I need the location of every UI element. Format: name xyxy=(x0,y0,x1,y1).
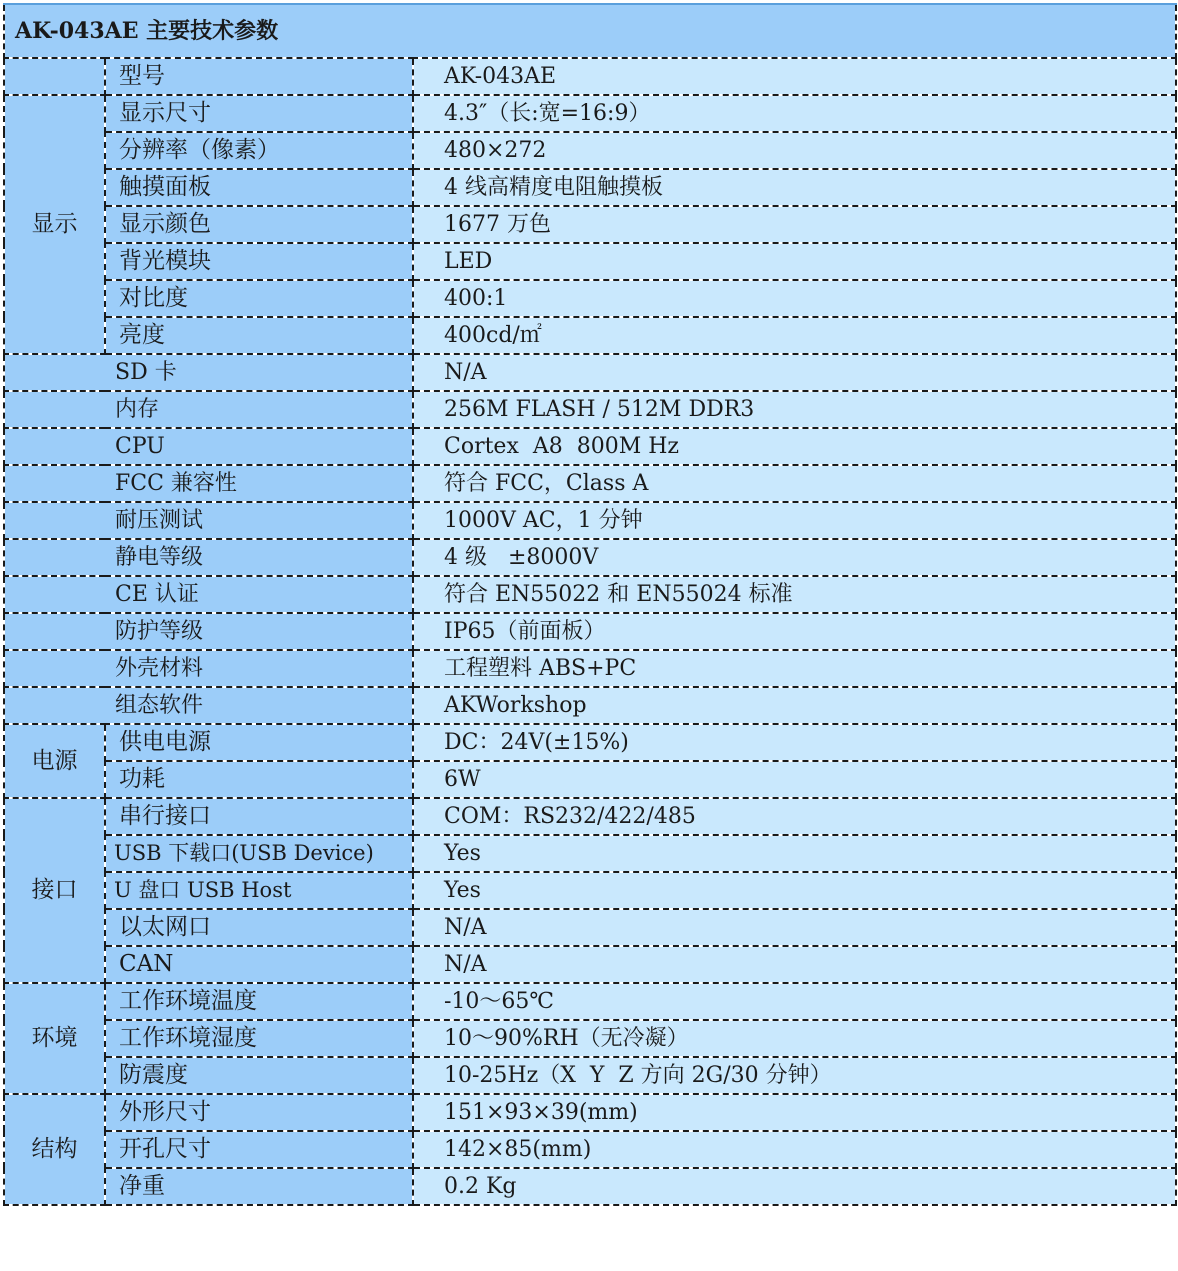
param-value: 符合 FCC，Class A xyxy=(413,465,1176,502)
param-value: N/A xyxy=(413,909,1176,946)
param-value: COM：RS232/422/485 xyxy=(413,798,1176,835)
param-name: 耐压测试 xyxy=(4,502,413,539)
param-name: 型号 xyxy=(105,58,413,95)
param-name: FCC 兼容性 xyxy=(4,465,413,502)
param-name: 背光模块 xyxy=(105,243,413,280)
table-row xyxy=(4,983,1176,1020)
table-row xyxy=(4,243,1176,280)
table-title: AK-043AE 主要技术参数 xyxy=(4,4,1176,58)
table-row xyxy=(4,1057,1176,1094)
table-row xyxy=(4,58,1176,95)
table-row xyxy=(4,95,1176,132)
table-row xyxy=(4,1094,1176,1131)
param-name: 显示颜色 xyxy=(105,206,413,243)
table-row xyxy=(4,909,1176,946)
param-value: 1000V AC，1 分钟 xyxy=(413,502,1176,539)
category-cell xyxy=(4,58,105,95)
table-row xyxy=(4,613,1176,650)
table-row xyxy=(4,465,1176,502)
table-row xyxy=(4,946,1176,983)
param-value: 151×93×39(mm) xyxy=(413,1094,1176,1131)
spec-sheet xyxy=(3,3,1175,1206)
param-value: 4.3″（长:宽=16:9） xyxy=(413,95,1176,132)
table-row xyxy=(4,502,1176,539)
category-structure: 结构 xyxy=(4,1094,105,1205)
spec-table xyxy=(3,3,1177,1206)
param-name: CAN xyxy=(105,946,413,983)
table-row xyxy=(4,132,1176,169)
category-interface: 接口 xyxy=(4,798,105,983)
param-name: 组态软件 xyxy=(4,687,413,724)
param-value: 142×85(mm) xyxy=(413,1131,1176,1168)
param-value: -10～65℃ xyxy=(413,983,1176,1020)
table-title-row xyxy=(4,4,1176,58)
param-name: 工作环境湿度 xyxy=(105,1020,413,1057)
category-display: 显示 xyxy=(4,95,105,354)
param-name: 开孔尺寸 xyxy=(105,1131,413,1168)
table-row xyxy=(4,724,1176,761)
param-name: 显示尺寸 xyxy=(105,95,413,132)
param-name: 对比度 xyxy=(105,280,413,317)
param-name: 触摸面板 xyxy=(105,169,413,206)
table-row xyxy=(4,169,1176,206)
param-name: CE 认证 xyxy=(4,576,413,613)
table-row xyxy=(4,391,1176,428)
param-name: SD 卡 xyxy=(4,354,413,391)
param-name: 外壳材料 xyxy=(4,650,413,687)
param-value: 10～90%RH（无冷凝） xyxy=(413,1020,1176,1057)
table-row xyxy=(4,206,1176,243)
table-row xyxy=(4,354,1176,391)
param-value: 4 线高精度电阻触摸板 xyxy=(413,169,1176,206)
param-value: LED xyxy=(413,243,1176,280)
param-value: N/A xyxy=(413,354,1176,391)
param-value: 480×272 xyxy=(413,132,1176,169)
param-name: 功耗 xyxy=(105,761,413,798)
param-value: 工程塑料 ABS+PC xyxy=(413,650,1176,687)
table-row xyxy=(4,650,1176,687)
param-name: 工作环境温度 xyxy=(105,983,413,1020)
param-value: 4 级 ±8000V xyxy=(413,539,1176,576)
table-row xyxy=(4,317,1176,354)
param-name: CPU xyxy=(4,428,413,465)
param-value: IP65（前面板） xyxy=(413,613,1176,650)
param-value: Yes xyxy=(413,835,1176,872)
param-name: 以太网口 xyxy=(105,909,413,946)
param-name: 防护等级 xyxy=(4,613,413,650)
table-row xyxy=(4,576,1176,613)
param-value: 10-25Hz（X Y Z 方向 2G/30 分钟） xyxy=(413,1057,1176,1094)
param-value: AK-043AE xyxy=(413,58,1176,95)
param-name: 防震度 xyxy=(105,1057,413,1094)
param-name: 净重 xyxy=(105,1168,413,1205)
table-row xyxy=(4,798,1176,835)
param-value: 6W xyxy=(413,761,1176,798)
param-value: 256M FLASH / 512M DDR3 xyxy=(413,391,1176,428)
table-row xyxy=(4,1020,1176,1057)
param-name: 串行接口 xyxy=(105,798,413,835)
table-row xyxy=(4,1131,1176,1168)
table-row xyxy=(4,761,1176,798)
param-value: AKWorkshop xyxy=(413,687,1176,724)
table-row xyxy=(4,428,1176,465)
param-value: 符合 EN55022 和 EN55024 标准 xyxy=(413,576,1176,613)
table-row xyxy=(4,872,1176,909)
param-value: Cortex A8 800M Hz xyxy=(413,428,1176,465)
param-value: 400cd/㎡ xyxy=(413,317,1176,354)
param-name: 分辨率（像素） xyxy=(105,132,413,169)
category-environment: 环境 xyxy=(4,983,105,1094)
param-value: 0.2 Kg xyxy=(413,1168,1176,1205)
param-name: 静电等级 xyxy=(4,539,413,576)
param-value: 1677 万色 xyxy=(413,206,1176,243)
param-value: Yes xyxy=(413,872,1176,909)
param-value: DC：24V(±15%) xyxy=(413,724,1176,761)
table-row xyxy=(4,280,1176,317)
param-value: N/A xyxy=(413,946,1176,983)
param-name: 供电电源 xyxy=(105,724,413,761)
table-row xyxy=(4,1168,1176,1205)
table-row xyxy=(4,687,1176,724)
param-name: USB 下载口(USB Device) xyxy=(105,835,413,872)
table-row xyxy=(4,539,1176,576)
param-value: 400:1 xyxy=(413,280,1176,317)
category-power: 电源 xyxy=(4,724,105,798)
param-name: 外形尺寸 xyxy=(105,1094,413,1131)
table-row xyxy=(4,835,1176,872)
param-name: U 盘口 USB Host xyxy=(105,872,413,909)
param-name: 内存 xyxy=(4,391,413,428)
param-name: 亮度 xyxy=(105,317,413,354)
